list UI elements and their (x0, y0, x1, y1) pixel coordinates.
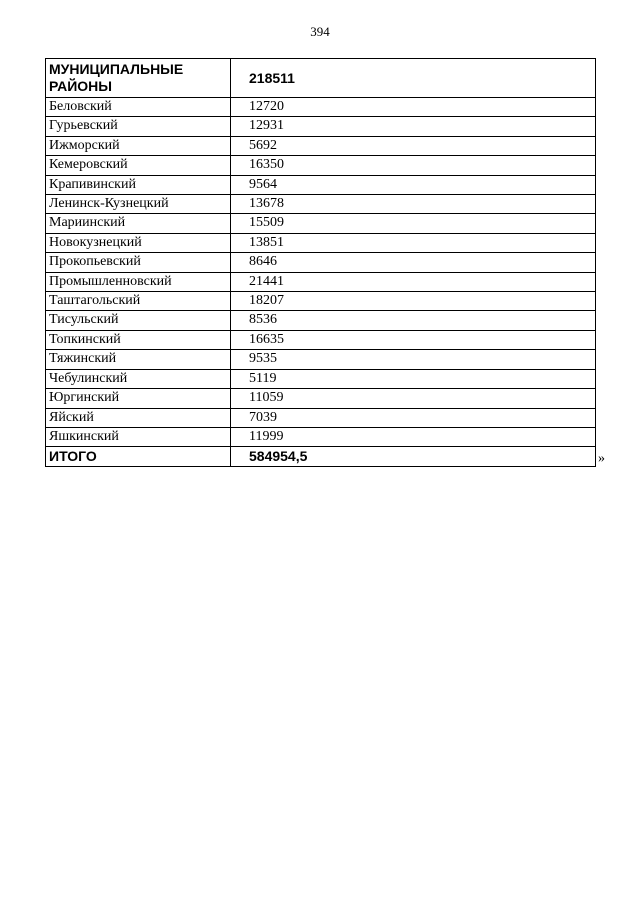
district-name: Топкинский (46, 330, 231, 349)
table-header-row (46, 59, 596, 98)
table-row (46, 214, 596, 233)
district-name: Тяжинский (46, 350, 231, 369)
table-row (46, 98, 596, 117)
district-value: 21441 (231, 272, 596, 291)
district-value: 16350 (231, 156, 596, 175)
district-name: Яйский (46, 408, 231, 427)
district-name: Промышленновский (46, 272, 231, 291)
district-value: 18207 (231, 292, 596, 311)
district-name: Юргинский (46, 389, 231, 408)
district-value: 5692 (231, 136, 596, 155)
table-row (46, 156, 596, 175)
table-row (46, 389, 596, 408)
district-value: 8536 (231, 311, 596, 330)
district-name: Ленинск-Кузнецкий (46, 195, 231, 214)
district-value: 7039 (231, 408, 596, 427)
district-name: Кемеровский (46, 156, 231, 175)
district-value: 8646 (231, 253, 596, 272)
table-row (46, 427, 596, 446)
district-name: Прокопьевский (46, 253, 231, 272)
district-name: Тисульский (46, 311, 231, 330)
district-value: 12931 (231, 117, 596, 136)
table-row (46, 408, 596, 427)
district-value: 9535 (231, 350, 596, 369)
table-row (46, 350, 596, 369)
district-name: Ижморский (46, 136, 231, 155)
total-label: ИТОГО (46, 447, 231, 466)
closing-quote: » (598, 451, 605, 466)
district-value: 9564 (231, 175, 596, 194)
header-name-cell: МУНИЦИПАЛЬНЫЕ РАЙОНЫ (46, 59, 231, 98)
table-row (46, 330, 596, 349)
district-value: 16635 (231, 330, 596, 349)
table-row (46, 292, 596, 311)
header-value-cell: 218511 (231, 59, 596, 98)
district-name: Беловский (46, 98, 231, 117)
table-row (46, 195, 596, 214)
table-row (46, 117, 596, 136)
district-name: Чебулинский (46, 369, 231, 388)
district-name: Таштагольский (46, 292, 231, 311)
district-value: 13851 (231, 233, 596, 252)
district-value: 11059 (231, 389, 596, 408)
district-value: 5119 (231, 369, 596, 388)
districts-table (45, 58, 596, 467)
table-row (46, 311, 596, 330)
district-name: Мариинский (46, 214, 231, 233)
district-value: 12720 (231, 98, 596, 117)
page-number: 394 (310, 24, 330, 39)
district-name: Гурьевский (46, 117, 231, 136)
district-value: 15509 (231, 214, 596, 233)
table-row (46, 136, 596, 155)
table-row (46, 272, 596, 291)
table-row (46, 175, 596, 194)
district-value: 13678 (231, 195, 596, 214)
district-name: Новокузнецкий (46, 233, 231, 252)
district-value: 11999 (231, 427, 596, 446)
table-row (46, 369, 596, 388)
total-value: 584954,5 (231, 447, 596, 466)
district-name: Крапивинский (46, 175, 231, 194)
district-name: Яшкинский (46, 427, 231, 446)
table-total-row (46, 447, 596, 466)
table-row (46, 253, 596, 272)
table-row (46, 233, 596, 252)
